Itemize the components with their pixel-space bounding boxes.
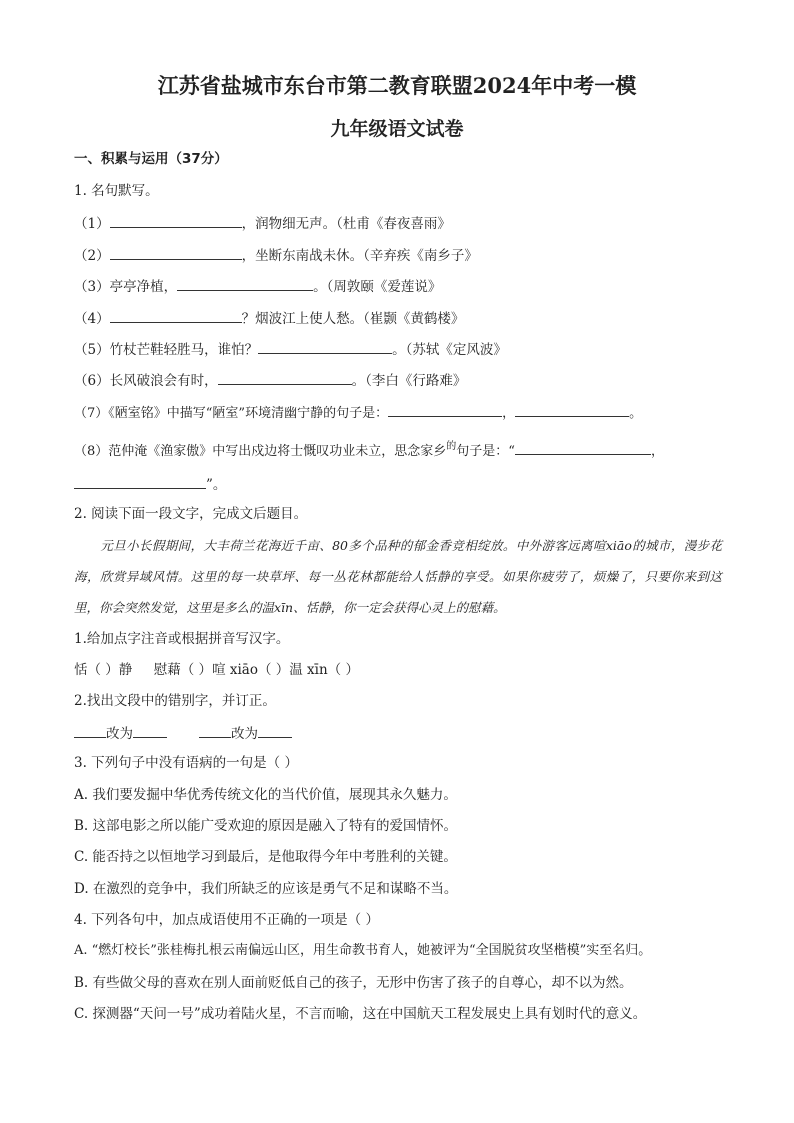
question-4-option-c: C. 探测器“天问一号”成功着陆火星，不言而喻，这在中国航天工程发展史上具有划时代的意义。: [74, 1006, 647, 1022]
question-3-stem: 3. 下列句子中没有语病的一句是（ ）: [74, 755, 298, 771]
answer-blank[interactable]: [199, 723, 231, 738]
question-1-item-8-cont: ”。: [74, 474, 754, 494]
question-4-option-b: B. 有些做父母的喜欢在别人面前贬低自己的孩子，无形中伤害了孩子的自尊心，却不以为然。: [74, 975, 633, 991]
answer-blank[interactable]: [388, 402, 502, 417]
question-2-sub-1-items: 恬（ ）静 慰藉（ ）喧 xiāo（ ）温 xīn（ ）: [74, 662, 359, 678]
question-3-option-d: D. 在激烈的竞争中，我们所缺乏的应该是勇气不足和谋略不当。: [74, 881, 458, 897]
question-1-item-1: （1） ，润物细无声。（杜甫《春夜喜雨》: [74, 213, 754, 233]
answer-blank[interactable]: [258, 723, 292, 738]
answer-blank[interactable]: [110, 308, 242, 323]
question-1-item-5: （5）竹杖芒鞋轻胜马，谁怕？ 。（苏轼《定风波》: [74, 339, 754, 359]
section-heading: 一、积累与运用（37分）: [74, 151, 228, 167]
question-3-option-b: B. 这部电影之所以能广受欢迎的原因是融入了特有的爱国情怀。: [74, 818, 458, 834]
answer-blank[interactable]: [258, 339, 392, 354]
question-1-item-8: （8）范仲淹《渔家傲》中写出戍边将士慨叹功业未立，思念家乡$^的$句子是：“ ，: [74, 441, 664, 459]
answer-blank[interactable]: [110, 213, 242, 228]
answer-blank[interactable]: [110, 245, 242, 260]
question-4-stem: 4. 下列各句中，加点成语使用不正确的一项是（ ）: [74, 912, 379, 928]
answer-blank[interactable]: [177, 276, 313, 291]
question-2-stem: 2. 阅读下面一段文字，完成文后题目。: [74, 506, 308, 522]
question-1-stem: 1. 名句默写。: [74, 183, 159, 199]
question-2-sub-1: 1.给加点字注音或根据拼音写汉字。: [74, 631, 290, 647]
reading-passage: 元旦小长假期间，大丰荷兰花海近千亩、80多个品种的郁金香竞相绽放。中外游客远离喧xiāo的城市，漫步花海，欣赏异域风情。这里的每一块草坪、每一丛花林都能给人恬静的享受。如果你疲劳了，烦燥了，只要你来到这里，你会突然发觉，这里是多么的温xīn、恬静，你一定会获得心灵上的慰藉。: [74, 538, 722, 615]
question-1-item-6: （6）长风破浪会有时， 。（李白《行路难》: [74, 370, 754, 390]
question-4-option-a: A. “燃灯校长”张桂梅扎根云南偏远山区，用生命教书育人，她被评为“全国脱贫攻坚楷模”实至名归。: [74, 943, 652, 958]
answer-blank[interactable]: [218, 370, 352, 385]
question-3-option-a: A. 我们要发掘中华优秀传统文化的当代价值，展现其永久魅力。: [74, 787, 457, 803]
exam-title: 江苏省盐城市东台市第二教育联盟2024年中考一模: [157, 73, 637, 98]
question-3-option-c: C. 能否持之以恒地学习到最后，是他取得今年中考胜利的关键。: [74, 849, 457, 865]
question-2-sub-2: 2.找出文段中的错别字，并订正。: [74, 693, 276, 709]
answer-blank[interactable]: [74, 474, 206, 489]
answer-blank[interactable]: [74, 723, 106, 738]
question-1-item-3: （3）亭亭净植， 。（周敦颐《爱莲说》: [74, 276, 754, 296]
answer-blank[interactable]: [515, 402, 629, 417]
question-1-item-4: （4） ？烟波江上使人愁。（崔颢《黄鹤楼》: [74, 308, 754, 328]
answer-blank[interactable]: [133, 723, 167, 738]
question-1-item-2: （2） ，坐断东南战未休。（辛弃疾《南乡子》: [74, 245, 754, 265]
exam-subtitle: 九年级语文试卷: [330, 118, 464, 140]
question-1-item-7: （7）《陋室铭》中描写“陋室”环境清幽宁静的句子是： ， 。: [74, 402, 754, 423]
answer-blank[interactable]: [515, 440, 651, 455]
question-2-sub-2-blanks: 改为 改为: [74, 723, 754, 743]
